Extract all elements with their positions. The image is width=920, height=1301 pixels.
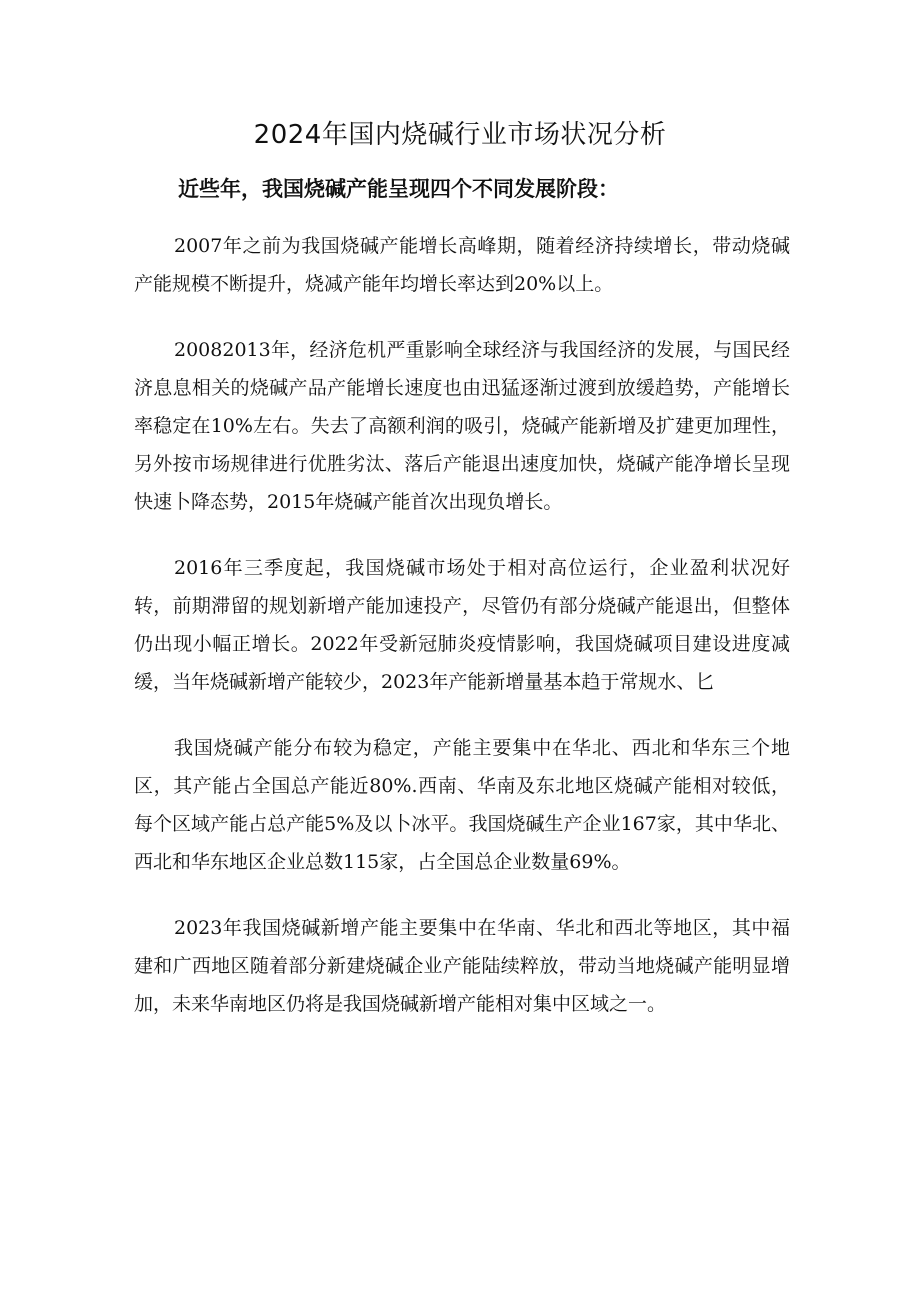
document-body (134, 227, 790, 1051)
paragraph-5: 2023年我国烧碱新增产能主要集中在华南、华北和西北等地区，其中福建和广西地区随着部分新建烧碱企业产能陆续粹放，带动当地烧碱产能明显增加，未来华南地区仍将是我国烧碱新增产能相对集中区域之一。 (134, 917, 790, 1015)
document-subtitle: 近些年，我国烧碱产能呈现四个不同发展阶段： (178, 177, 619, 201)
paragraph-4: 我国烧碱产能分布较为稳定，产能主要集中在华北、西北和华东三个地区，其产能占全国总产能近80%.西南、华南及东北地区烧碱产能相对较低，每个区域产能占总产能5%及以卜冰平。我国烧碱生产企业167家，其中华北、西北和华东地区企业总数115家，占全国总企业数量69%。 (134, 737, 790, 873)
paragraph-1: 2007年之前为我国烧碱产能增长高峰期，随着经济持续增长，带动烧碱产能规模不断提升，烧减产能年均增长率达到20%以上。 (134, 235, 790, 295)
document-title: 2024年国内烧碱行业市场状况分析 (253, 120, 667, 150)
paragraph-3: 2016年三季度起，我国烧碱市场处于相对高位运行，企业盈利状况好转，前期滞留的规划新增产能加速投产，尽管仍有部分烧碱产能退出，但整体仍出现小幅正增长。2022年受新冠肺炎疫情影响，我国烧碱项目建设进度减缓，当年烧碱新增产能较少，2023年产能新增量基本趋于常规水、匕 (134, 557, 790, 693)
paragraph-2: 20082013年，经济危机严重影响全球经济与我国经济的发展，与国民经济息息相关的烧碱产品产能增长速度也由迅猛逐渐过渡到放缓趋势，产能增长率稳定在10%左右。失去了高额利润的吸引，烧碱产能新增及扩建更加理性，另外按市场规律进行优胜劣汰、落后产能退出速度加快，烧碱产能净增长呈现快速卜降态势，2015年烧碱产能首次出现负增长。 (134, 339, 790, 513)
